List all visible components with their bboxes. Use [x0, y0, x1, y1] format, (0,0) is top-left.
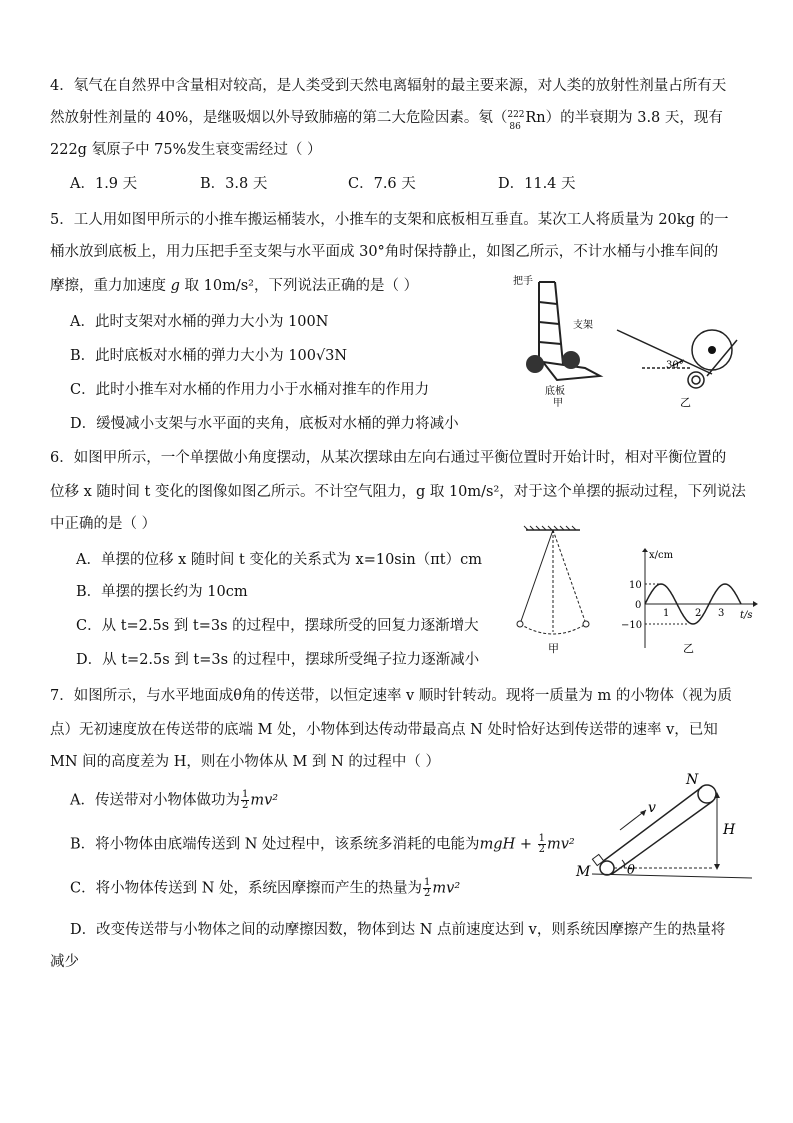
conveyor-figure — [572, 770, 762, 885]
ylabel: x/cm — [649, 550, 674, 561]
t-tick-2: 2 — [695, 608, 702, 619]
q6-option-b: B．单摆的摆长约为 10cm — [76, 584, 248, 600]
q6-line3: 中正确的是（ ） — [50, 516, 157, 532]
xt-graph-figure — [615, 548, 755, 658]
q6-option-c: C．从 t=2.5s 到 t=3s 的过程中，摆球所受的回复力逐渐增大 — [76, 618, 479, 634]
q7-line1: 7．如图所示，与水平地面成θ角的传送带，以恒定速率 v 顺时针转动。现将一质量为 m 的小物体（视为质 — [50, 688, 732, 704]
q6-line1: 6．如图甲所示，一个单摆做小角度摆动，从某次摆球由左向右通过平衡位置时开始计时，相对平衡位置的 — [50, 450, 727, 466]
xlabel: t/s — [740, 610, 753, 621]
label-v: v — [648, 800, 656, 816]
q4-option-c: C．7.6 天 — [348, 176, 416, 192]
q5-option-c: C．此时小推车对水桶的作用力小于水桶对推车的作用力 — [70, 382, 430, 398]
label-frame: 支架 — [573, 320, 593, 331]
q5-line3: 摩擦，重力加速度 g 取 10m/s²，下列说法正确的是（ ） — [50, 278, 419, 294]
q6-line2: 位移 x 随时间 t 变化的图像如图乙所示。不计空气阻力，g 取 10m/s²，对于这个单摆的振动过程，下列说法 — [50, 484, 746, 500]
radon-symbol: Rn — [525, 110, 546, 126]
label-N: N — [686, 772, 699, 788]
q6-option-a: A．单摆的位移 x 随时间 t 变化的关系式为 x=10sin（πt）cm — [76, 552, 482, 568]
q7-option-a: A．传送带对小物体做功为 $\frac{1}{2}$ mv² — [70, 789, 279, 811]
hand-truck-figure — [505, 272, 625, 412]
label-jia: 甲 — [553, 398, 563, 409]
y-tick-neg10: −10 — [621, 620, 643, 631]
tilted-truck-figure — [612, 318, 752, 418]
q7-option-d-line2: 减少 — [50, 954, 79, 970]
pendulum-figure — [508, 526, 598, 656]
q4-line3: 222g 氡原子中 75%发生衰变需经过（ ） — [50, 142, 322, 158]
q7-line3: MN 间的高度差为 H，则在小物体从 M 到 N 的过程中（ ） — [50, 754, 440, 770]
q4-option-d: D．11.4 天 — [498, 176, 576, 192]
label-handle: 把手 — [513, 276, 533, 287]
q5-option-a: A．此时支架对水桶的弹力大小为 100N — [70, 314, 329, 330]
label-yi: 乙 — [680, 396, 691, 409]
label-theta: θ — [627, 863, 635, 878]
q5-option-b: B．此时底板对水桶的弹力大小为 100√3N — [70, 348, 348, 364]
label-base: 底板 — [545, 386, 565, 397]
q5-line2: 桶水放到底板上，用力压把手至支架与水平面成 30°角时保持静止，如图乙所示，不计水桶与小推车间的 — [50, 244, 719, 260]
q4-option-b: B．3.8 天 — [200, 176, 268, 192]
y-tick-10: 10 — [629, 580, 642, 591]
q7-option-d-line1: D．改变传送带与小物体之间的动摩擦因数，物体到达 N 点前速度达到 v，则系统因摩擦产生的热量将 — [70, 922, 726, 938]
label-angle: 30° — [666, 360, 684, 371]
q6-option-d: D．从 t=2.5s 到 t=3s 的过程中，摆球所受绳子拉力逐渐减小 — [76, 652, 480, 668]
q7-line2: 点）无初速度放在传送带的底端 M 处，小物体到达传动带最高点 N 处时恰好达到传送带的速率 v，已知 — [50, 722, 718, 738]
label-M: M — [576, 864, 591, 880]
q4-line2-b: ）的半衰期为 3.8 天，现有 — [545, 110, 723, 126]
q4-line1: 4．氡气在自然界中含量相对较高，是人类受到天然电离辐射的最主要来源，对人类的放射性剂量占所有天 — [50, 78, 727, 94]
t-tick-1: 1 — [663, 608, 670, 619]
label-jia-6: 甲 — [548, 642, 559, 655]
q4-line2 — [50, 108, 723, 132]
y-tick-0: 0 — [635, 600, 642, 611]
q5-line1: 5．工人用如图甲所示的小推车搬运桶装水，小推车的支架和底板相互垂直。某次工人将质量为 20kg 的一 — [50, 212, 729, 228]
t-tick-3: 3 — [718, 608, 725, 619]
q7-option-b: B．将小物体由底端传送到 N 处过程中，该系统多消耗的电能为mgH + $\frac{1}{2}$ mv² — [70, 833, 575, 855]
q4-line2-a: 然放射性剂量的 40%，是继吸烟以外导致肺癌的第二大危险因素。氡（ — [50, 110, 508, 126]
label-H: H — [723, 822, 736, 838]
q7-option-c: C．将小物体传送到 N 处，系统因摩擦而产生的热量为 $\frac{1}{2}$ mv² — [70, 877, 461, 899]
label-yi-6: 乙 — [683, 642, 694, 655]
q4-option-a: A．1.9 天 — [70, 176, 138, 192]
radon-nuclide: 222 86 — [507, 110, 525, 132]
q5-option-d: D．缓慢减小支架与水平面的夹角，底板对水桶的弹力将减小 — [70, 416, 459, 432]
